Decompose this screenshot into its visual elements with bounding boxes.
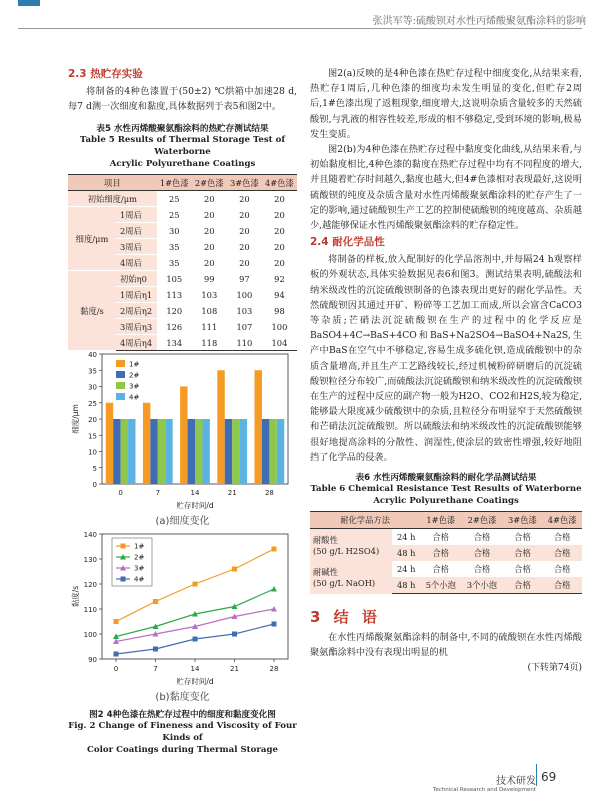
data-point [153, 599, 158, 604]
table-cell: 48 h [392, 577, 420, 594]
x-tick-label: 28 [264, 489, 274, 497]
paragraph-conclusion: 在水性丙烯酸聚氨酯涂料的制备中,不同的硫酸钡在水性丙烯酸聚氨酯涂料中没有表现出明显的机 [310, 632, 582, 659]
table-row [68, 271, 297, 287]
table-cell: 30 [157, 223, 192, 239]
table-cell: 118 [192, 335, 227, 351]
data-point [232, 604, 238, 610]
x-tick-label: 14 [190, 665, 200, 673]
table-cell: 105 [157, 271, 192, 287]
legend-marker [121, 577, 126, 582]
table-cell: 20 [262, 191, 297, 207]
table-cell: 24 h [396, 532, 416, 543]
data-point [114, 652, 119, 657]
table-cell: 20 [192, 223, 227, 239]
table-cell: 107 [227, 319, 262, 335]
bar [195, 419, 202, 484]
table-cell: 20 [262, 207, 297, 223]
table-cell: 20 [192, 191, 227, 207]
page-number-rule [536, 764, 537, 786]
bar [269, 419, 276, 484]
table5-viscosity-label: 黏度/s [68, 271, 116, 351]
table5-header-item: 项目 [68, 175, 157, 191]
y-tick-label: 10 [88, 448, 97, 457]
table-row [68, 207, 297, 223]
bar [121, 419, 128, 484]
table5-header-c3: 3#色漆 [227, 175, 262, 191]
y-tick-label: 35 [88, 367, 97, 376]
paragraph-fineness: 图2(a)反映的是4种色漆在热贮存过程中细度变化,从结果来看,热贮存1周后,几种色漆的细度均未发生明显的变化,但贮存2周后,1#色漆出现了返粗现象,细度增大,这说明杂质含量较多的天然硫酸钡,与乳液的相容性较差,形成的相不够稳定,受到环境的影响,极易发生变质。 [310, 68, 582, 140]
table-cell: 25 [157, 191, 192, 207]
table-cell: 104 [262, 335, 297, 351]
data-point [193, 637, 198, 642]
table5-header-row [68, 175, 297, 191]
y-tick-label: 25 [88, 399, 97, 408]
x-tick-label: 21 [230, 665, 239, 673]
table6-header-c3: 3#色漆 [503, 512, 543, 529]
bar [240, 419, 247, 484]
data-point [232, 567, 237, 572]
data-point [232, 632, 237, 637]
table5-caption-en-2: Acrylic Polyurethane Coatings [109, 159, 256, 170]
table5-header-c2: 2#色漆 [192, 175, 227, 191]
table-cell: 初始η0 [116, 271, 157, 287]
table-cell: 20 [227, 207, 262, 223]
alkali-label-line2: (50 g/L NaOH) [313, 578, 376, 589]
x-axis-label: 贮存时间/d [176, 501, 214, 510]
y-tick-label: 110 [83, 606, 97, 614]
x-tick-label: 0 [113, 665, 119, 673]
bar [106, 403, 113, 484]
table-cell: 2周后 [116, 223, 157, 239]
data-point [272, 622, 277, 627]
table6-caption-cn: 表6 水性丙烯酸聚氨酯涂料的耐化学品测试结果 [355, 473, 537, 484]
table6-header-c1: 1#色漆 [420, 512, 461, 529]
table-cell: 24 h [396, 564, 416, 575]
running-title: 张洪军等:硫酸钡对水性丙烯酸聚氨酯涂料的影响 [372, 16, 586, 27]
table-cell: 合格 [420, 545, 461, 561]
x-tick-label: 14 [190, 489, 200, 497]
table-cell: 合格 [503, 545, 543, 561]
table6-acid-label [310, 529, 392, 562]
table-cell: 20 [227, 255, 262, 271]
table5 [68, 174, 297, 351]
data-point [271, 586, 277, 592]
bar [128, 419, 135, 484]
y-axis-label: 黏度/s [71, 585, 80, 608]
fig2-caption-en-2: Color Coatings during Thermal Storage [87, 745, 278, 755]
table-cell: 合格 [461, 545, 502, 561]
table-cell: 20 [262, 239, 297, 255]
footer-column-tag [433, 772, 536, 793]
table-cell: 合格 [432, 564, 450, 575]
section-2-3-title: 2.3 热贮存实验 [68, 68, 143, 80]
table-cell: 25 [157, 207, 192, 223]
table-cell: 合格 [542, 545, 582, 561]
table5-initial-label: 初始细度/μm [68, 191, 157, 207]
bar [188, 419, 195, 484]
section-2-3-text: 将制备的4种色漆置于(50±2) ℃烘箱中加速28 d,每7 d测一次细度和黏度,具体数据列于表5和图2中。 [68, 86, 297, 113]
x-tick-label: 21 [227, 489, 237, 497]
bar [150, 419, 157, 484]
table-cell: 111 [192, 319, 227, 335]
x-tick-label: 28 [269, 665, 279, 673]
y-tick-label: 5 [92, 464, 97, 473]
table-cell: 113 [157, 287, 192, 303]
table-cell: 1周后 [116, 207, 157, 223]
viscosity-line-chart [68, 526, 297, 686]
footer-column-cn: 技术研发 [496, 776, 536, 787]
bar [158, 419, 165, 484]
table-cell: 35 [157, 239, 192, 255]
y-tick-label: 40 [88, 351, 97, 359]
y-tick-label: 90 [88, 656, 97, 664]
legend-label: 3# [129, 382, 140, 391]
table-cell: 20 [227, 223, 262, 239]
bar [143, 403, 150, 484]
fig-b-label: (b)黏度变化 [155, 692, 210, 703]
table-cell: 合格 [553, 564, 571, 575]
page-number: 69 [541, 770, 557, 784]
table5-header-c1: 1#色漆 [157, 175, 192, 191]
table-cell: 合格 [473, 564, 491, 575]
table-cell: 20 [192, 239, 227, 255]
table-cell: 108 [192, 303, 227, 319]
left-column [68, 66, 297, 351]
table5-fineness-label: 细度/μm [68, 207, 116, 271]
bar [113, 419, 120, 484]
data-point [153, 647, 158, 652]
table-cell: 20 [192, 207, 227, 223]
table5-header-c4: 4#色漆 [262, 175, 297, 191]
table-cell: 合格 [542, 577, 582, 594]
legend-label: 1# [134, 542, 145, 551]
legend-label: 2# [134, 553, 145, 562]
y-tick-label: 30 [88, 383, 97, 392]
fig2-caption [68, 708, 297, 756]
table-cell: 2周后η2 [116, 303, 157, 319]
table-cell: 合格 [514, 564, 531, 575]
table-cell: 合格 [473, 532, 491, 543]
bar [255, 370, 262, 484]
data-point [114, 619, 119, 624]
x-tick-label: 7 [153, 665, 158, 673]
viscosity-chart-plot [70, 531, 288, 686]
table6-header-c2: 2#色漆 [461, 512, 502, 529]
legend-marker [121, 544, 126, 549]
table6 [310, 511, 582, 594]
table-cell: 35 [157, 255, 192, 271]
section-2-4-title: 2.4 耐化学品性 [310, 236, 385, 249]
data-point [272, 547, 277, 552]
legend-swatch [116, 382, 125, 389]
table-cell: 合格 [432, 532, 450, 543]
legend-label: 1# [129, 360, 140, 369]
bar [217, 370, 224, 484]
footer-column-en: Technical Research and Development [432, 787, 536, 793]
table6-caption-en-1: Table 6 Chemical Resistance Test Results of Waterborne [310, 484, 582, 495]
paragraph-chemical: 将制备的样板,放入配制好的化学品溶剂中,并每隔24 h观察样板的外观状态,具体实验数据见表6和图3。测试结果表明,硫酸法和纳米级改性的沉淀硫酸钡制备的色漆表现出更好的耐化学品性。天然硫酸钡因其通过开矿、粉碎等工艺加工而成,所以会富含CaCO3等杂质;芒硝法沉淀硫酸钡在生产的过程中的化学反应是BaSO4+4C→BaS+4CO和BaS+Na2SO4→BaSO4+Na2S,生产中BaS在空气中不够稳定,容易生成多硫化钡,造成硫酸钡中的杂质含量增高,并且生产工艺路线较长,经过机械粉碎研磨后的沉淀硫酸钡粒径分布较广,而硫酸法沉淀硫酸钡和纳米级改性的沉淀硫酸钡在生产的过程中反应的副产物一般为H2O、CO2和H2S,较为稳定,能够最大限度减少硫酸钡中的杂质,且粒径分布明显窄于天然硫酸钡和芒硝法沉淀硫酸钡。所以硫酸法和纳米级改性的沉淀硫酸钡能够很好地提高涂料的分散性、润湿性,使涂层的致密性增强,较好地阻挡了化学品的侵袭。 [310, 254, 582, 463]
y-tick-label: 15 [88, 432, 97, 441]
table-cell: 合格 [514, 532, 531, 543]
table-cell: 103 [192, 287, 227, 303]
continued-note: (下转第74页) [527, 663, 582, 674]
legend-swatch [116, 360, 125, 367]
table-cell: 3个小泡 [461, 577, 502, 594]
table-cell: 100 [227, 287, 262, 303]
legend-label: 4# [134, 575, 145, 584]
table-cell: 126 [157, 319, 192, 335]
legend-swatch [116, 371, 125, 378]
table-cell: 100 [262, 319, 297, 335]
table-cell: 20 [192, 255, 227, 271]
table-row [68, 191, 297, 207]
table-cell: 20 [262, 223, 297, 239]
x-tick-label: 7 [155, 489, 161, 497]
fineness-chart-plot [70, 351, 288, 510]
header-rule [18, 28, 582, 29]
right-column [310, 66, 582, 673]
table-cell: 3周后 [116, 239, 157, 255]
legend-label: 4# [129, 393, 140, 402]
table-cell: 20 [262, 255, 297, 271]
table5-caption-cn: 表5 水性丙烯酸聚氨酯涂料的热贮存测试结果 [96, 124, 269, 135]
table-cell: 20 [227, 239, 262, 255]
alkali-label-line1: 耐碱性 [313, 567, 338, 578]
x-tick-label: 0 [118, 489, 123, 497]
table-cell: 1周后η1 [116, 287, 157, 303]
table-cell: 92 [262, 271, 297, 287]
paragraph-viscosity: 图2(b)为4种色漆在热贮存过程中黏度变化曲线,从结果来看,与初始黏度相比,4种色漆的黏度在热贮存过程中均有不同程度的增大,并且随着贮存时间越久,黏度也越大,但4#色漆相对表现最好,这说明硫酸钡的纯度及杂质含量对水性丙烯酸聚氨酯涂料的贮存产生了一定的影响,通过硫酸钡生产工艺的控制使硫酸钡的纯度越高、杂质越少,越能够保证水性丙烯酸聚氨酯涂料的贮存稳定性。 [310, 144, 582, 232]
bar [225, 419, 232, 484]
bar [180, 387, 187, 485]
y-tick-label: 120 [83, 581, 97, 589]
table6-header-c4: 4#色漆 [542, 512, 582, 529]
fig-a-label: (a)细度变化 [155, 516, 210, 527]
table-cell: 97 [227, 271, 262, 287]
fineness-bar-chart [68, 346, 297, 511]
y-tick-label: 140 [83, 531, 97, 539]
table-cell: 合格 [503, 577, 543, 594]
table-cell: 120 [157, 303, 192, 319]
bar [165, 419, 172, 484]
table-cell: 110 [227, 335, 262, 351]
y-tick-label: 0 [92, 481, 97, 489]
table-row [310, 529, 582, 546]
bar [232, 419, 239, 484]
data-point [271, 606, 277, 612]
table-cell: 4周后η4 [116, 335, 157, 351]
table-cell: 48 h [392, 545, 420, 561]
bar [202, 419, 209, 484]
y-axis-label: 细度/μm [71, 404, 80, 434]
fig2-caption-cn: 图2 4种色漆在热贮存过程中的细度和黏度变化图 [89, 710, 276, 720]
table-cell: 3周后η3 [116, 319, 157, 335]
table6-header-row [310, 512, 582, 529]
table6-caption-en-2: Acrylic Polyurethane Coatings [373, 496, 519, 507]
table-cell: 4周后 [116, 255, 157, 271]
bar [277, 419, 284, 484]
table6-alkali-label [310, 561, 392, 594]
table-cell: 103 [227, 303, 262, 319]
table6-header-method: 耐化学品方法 [310, 512, 420, 529]
acid-label-line1: 耐酸性 [313, 535, 338, 546]
legend-label: 2# [129, 371, 140, 380]
y-tick-label: 100 [83, 631, 97, 639]
table-cell: 98 [262, 303, 297, 319]
section-3-title: 3 结 语 [310, 608, 381, 627]
y-tick-label: 130 [83, 556, 97, 564]
table5-caption-en-1: Table 5 Results of Thermal Storage Test of Waterborne [79, 135, 286, 158]
fig2-caption-en-1: Fig. 2 Change of Fineness and Viscosity of Four Kinds of [68, 721, 297, 743]
table-cell: 94 [262, 287, 297, 303]
table-cell: 99 [192, 271, 227, 287]
legend-label: 3# [134, 564, 145, 573]
table-cell: 20 [227, 191, 262, 207]
table-cell: 合格 [553, 532, 571, 543]
y-tick-label: 20 [88, 416, 97, 424]
table-cell: 5个小泡 [420, 577, 461, 594]
table-row [310, 561, 582, 577]
acid-label-line2: (50 g/L H2SO4) [313, 546, 380, 557]
x-axis-label: 贮存时间/d [176, 677, 214, 686]
header-color-block [18, 0, 40, 6]
bar [262, 419, 269, 484]
legend-swatch [116, 393, 125, 400]
table-cell: 134 [157, 335, 192, 351]
data-point [193, 582, 198, 587]
